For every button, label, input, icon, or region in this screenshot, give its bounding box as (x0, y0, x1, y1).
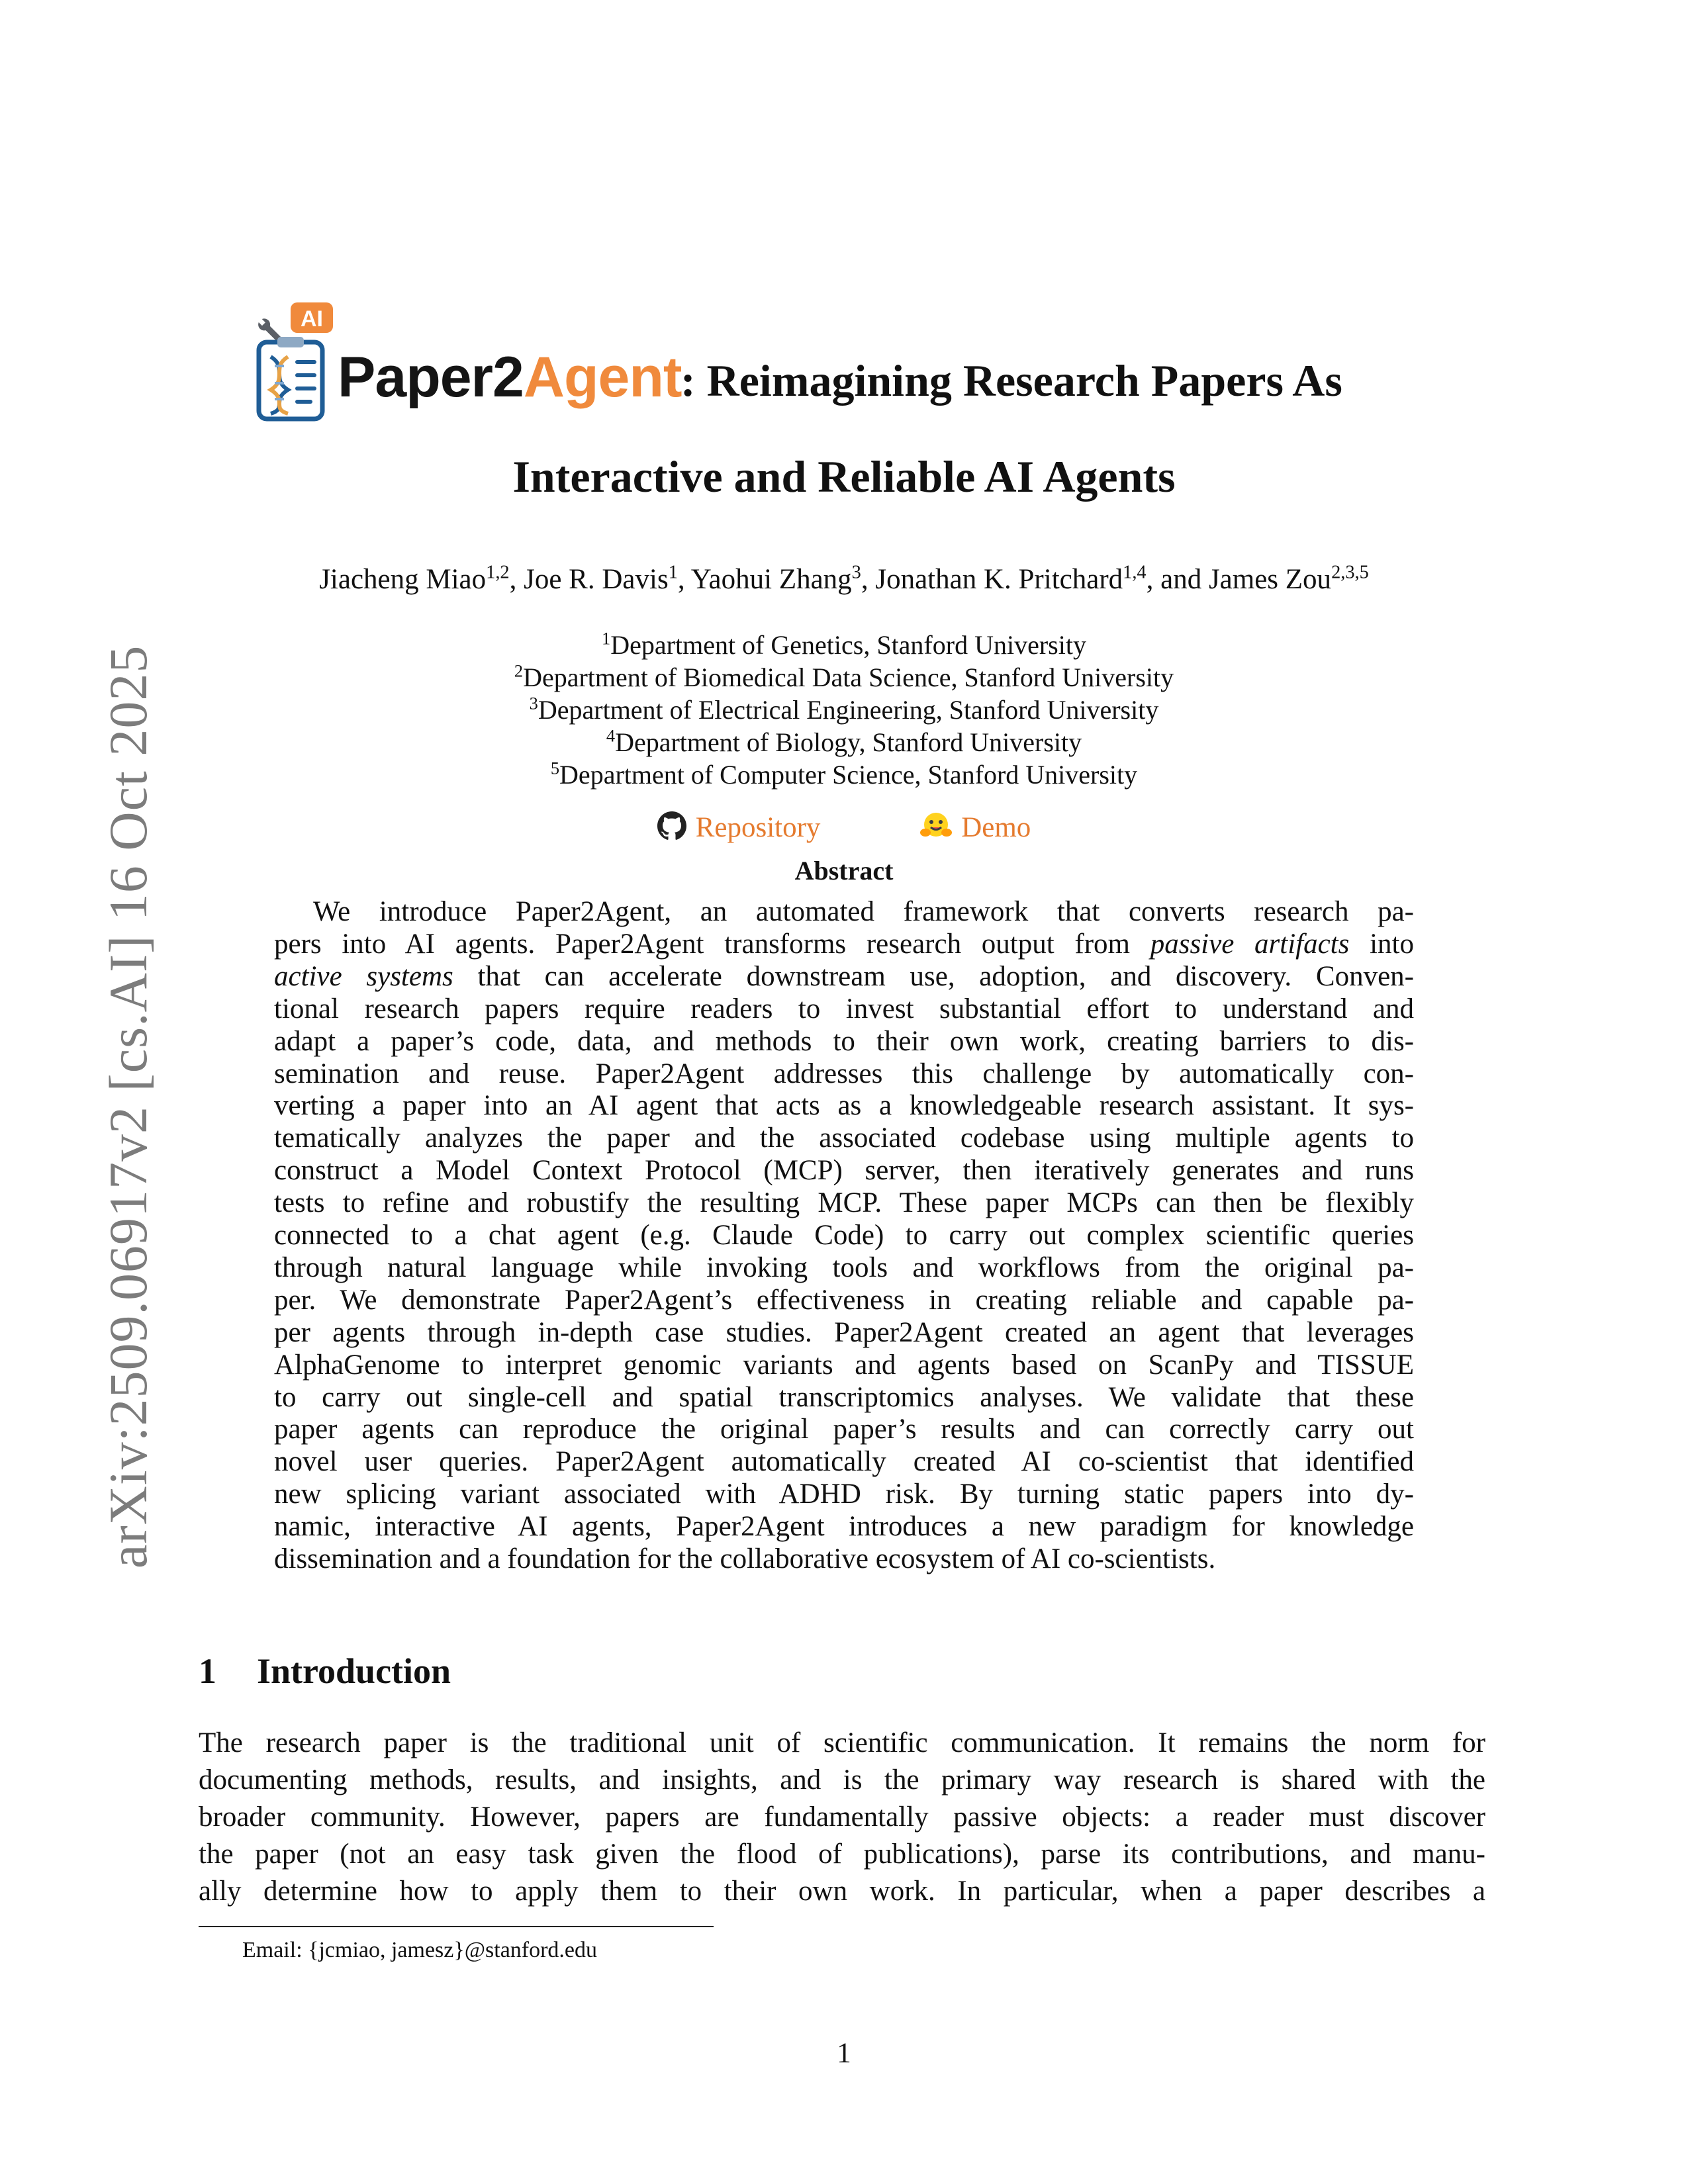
paper2agent-logo-icon (255, 301, 334, 424)
introduction-line: The research paper is the traditional unit of scientific communication. It remains the norm for (199, 1727, 1485, 1758)
abstract-line: through natural language while invoking tools and workflows from the original pa- (274, 1251, 1414, 1283)
abstract-line: per agents through in-depth case studies. Paper2Agent created an agent that leverages (274, 1316, 1414, 1348)
abstract-line: novel user queries. Paper2Agent automatically created AI co-scientist that identified (274, 1446, 1414, 1478)
abstract-line: pers into AI agents. Paper2Agent transforms research output from passive artifacts into (274, 928, 1414, 960)
abstract-line: per. We demonstrate Paper2Agent’s effectiveness in creating reliable and capable pa- (274, 1284, 1414, 1316)
affiliation-line (0, 629, 1688, 661)
abstract-line: AlphaGenome to interpret genomic variants and agents based on ScanPy and TISSUE (274, 1349, 1414, 1381)
author-name: Joe R. Davis (524, 564, 669, 595)
affiliation-line (0, 726, 1688, 758)
abstract-line: construct a Model Context Protocol (MCP) server, then iteratively generates and runs (274, 1155, 1414, 1187)
author-name: James Zou (1208, 564, 1332, 595)
paper-title-line-2: Interactive and Reliable AI Agents (512, 451, 1176, 502)
abstract-line: to carry out single-cell and spatial transcriptomics analyses. We validate that these (274, 1381, 1414, 1413)
page-number: 1 (837, 2038, 851, 2069)
section-number: 1 (199, 1651, 216, 1691)
affiliation-name: Department of Biology, Stanford University (615, 727, 1082, 757)
demo-link[interactable] (920, 809, 1031, 846)
affiliation-line (0, 694, 1688, 726)
wordmark-agent: Agent (523, 345, 682, 409)
abstract-line: namic, interactive AI agents, Paper2Agent introduces a new paradigm for knowledge (274, 1511, 1414, 1543)
abstract-line: paper agents can reproduce the original paper’s results and can correctly carry out (274, 1414, 1414, 1445)
ai-badge-label: AI (301, 306, 323, 332)
affiliation-marker: 1 (602, 628, 611, 649)
affiliation-name: Department of Electrical Engineering, Stanford University (538, 695, 1159, 725)
section-title: Introduction (257, 1651, 451, 1691)
affiliation-name: Department of Computer Science, Stanford University (559, 760, 1138, 790)
abstract-line: tematically analyzes the paper and the associated codebase using multiple agents to (274, 1122, 1414, 1154)
github-icon (657, 811, 686, 841)
abstract-line: verting a paper into an AI agent that acts as a knowledgeable research assistant. It sys- (274, 1090, 1414, 1122)
abstract-line: new splicing variant associated with ADHD risk. By turning static papers into dy- (274, 1479, 1414, 1510)
introduction-line: broader community. However, papers are fundamentally passive objects: a reader must discover (199, 1801, 1485, 1833)
introduction-line: documenting methods, results, and insights, and is the primary way research is shared with the (199, 1764, 1485, 1796)
author-name: Jonathan K. Pritchard (875, 564, 1123, 595)
hugging-face-icon (920, 810, 952, 841)
abstract-line: connected to a chat agent (e.g. Claude Code) to carry out complex scientific queries (274, 1220, 1414, 1251)
author-list (0, 561, 1688, 598)
author-affiliation-marker: 2,3,5 (1331, 562, 1369, 583)
repository-link[interactable] (657, 809, 821, 846)
author-separator: , and (1146, 564, 1209, 595)
paper2agent-wordmark (338, 344, 682, 410)
affiliation-marker: 4 (606, 725, 616, 746)
introduction-line: ally determine how to apply them to their own work. In particular, when a paper describes a (199, 1876, 1485, 1907)
author-name: Jiacheng Miao (319, 564, 487, 595)
repository-link-label[interactable]: Repository (695, 812, 821, 844)
author-affiliation-marker: 1 (668, 562, 678, 583)
abstract-line: adapt a paper’s code, data, and methods to their own work, creating barriers to dis- (274, 1025, 1414, 1057)
demo-link-label[interactable]: Demo (961, 812, 1031, 844)
author-separator: , (861, 564, 876, 595)
author-separator: , (509, 564, 524, 595)
affiliation-line (0, 661, 1688, 694)
author-affiliation-marker: 1,2 (486, 562, 510, 583)
affiliation-marker: 3 (529, 693, 538, 713)
resource-links (0, 807, 1688, 846)
arxiv-identifier-stamp: arXiv:2509.06917v2 [cs.AI] 16 Oct 2025 (98, 645, 158, 1569)
abstract-heading: Abstract (794, 856, 894, 886)
author-affiliation-marker: 1,4 (1123, 562, 1147, 583)
wordmark-paper2: Paper2 (338, 345, 524, 409)
abstract-line: tests to refine and robustify the resulting MCP. These paper MCPs can then be flexibly (274, 1187, 1414, 1219)
affiliation-marker: 5 (550, 758, 560, 778)
affiliation-line (0, 758, 1688, 791)
affiliation-name: Department of Genetics, Stanford University (610, 630, 1086, 660)
author-separator: , (677, 564, 691, 595)
author-name: Yaohui Zhang (690, 564, 852, 595)
section-heading-introduction (199, 1648, 451, 1694)
introduction-line: the paper (not an easy task given the flood of publications), parse its contributions, and manu- (199, 1839, 1485, 1870)
footnote-email: Email: {jcmiao, jamesz}@stanford.edu (242, 1938, 598, 1962)
abstract-line: active systems that can accelerate downstream use, adoption, and discovery. Conven- (274, 960, 1414, 992)
affiliation-marker: 2 (514, 660, 524, 681)
abstract-line: We introduce Paper2Agent, an automated framework that converts research pa- (313, 896, 1414, 927)
abstract-line: dissemination and a foundation for the collaborative ecosystem of AI co-scientists. (274, 1543, 1216, 1574)
abstract-line: tional research papers require readers to invest substantial effort to understand and (274, 993, 1414, 1024)
author-affiliation-marker: 3 (851, 562, 861, 583)
footnote-divider (199, 1926, 714, 1927)
abstract-line: semination and reuse. Paper2Agent addresses this challenge by automatically con- (274, 1058, 1414, 1089)
paper-title-line-1: : Reimagining Research Papers As (680, 355, 1342, 406)
affiliation-name: Department of Biomedical Data Science, Stanford University (523, 662, 1174, 692)
